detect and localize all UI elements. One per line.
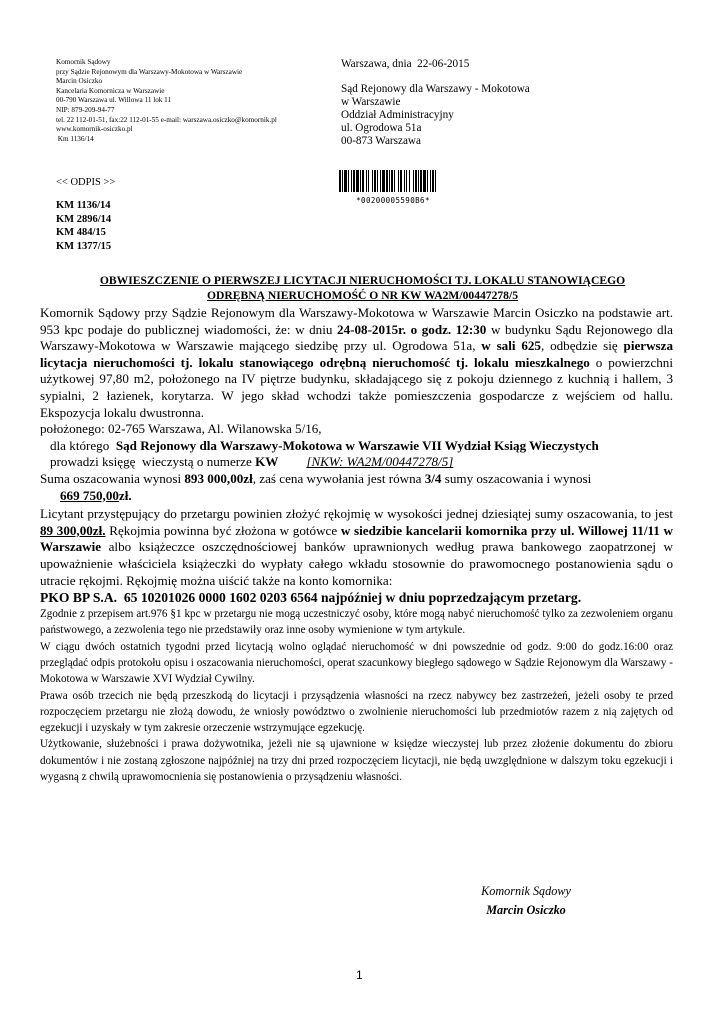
text-run: w budynku Sądu Rejonowego dla Warszawy-Mokotowa w Warszawie mającego siedzibę przy ul. Ogrodowa 51a, [40,321,673,354]
barcode-bar [415,170,417,192]
barcode-bar [420,170,422,192]
sender-line: Komornik Sądowy [56,58,111,66]
barcode-bar [423,170,426,192]
text-run: sumy oszacowania i wynosi [441,470,592,486]
signature-name: Marcin Osiczko [486,903,566,917]
text-run: , zaś cena wywołania jest równa [252,470,425,486]
sender-line: 00-790 Warszawa ul. Willowa 11 lok 11 [56,96,172,105]
barcode-bar [353,170,355,192]
barcode-bar [351,170,352,192]
deposit-amount: 89 300,00zł. [40,522,106,538]
auction-subject: pierwsza licytacja nieruchomości tj. lokalu stanowiącego odrębną nieruchomość tj. lokalu mieszkalnego [40,338,673,370]
barcode-bar [404,170,405,192]
barcode-bar [368,170,369,192]
sender-line: NIP: 879-209-94-77 [56,105,115,114]
currency: zł. [118,487,132,503]
barcode-bar [398,170,399,192]
legal-notes [40,606,673,785]
barcode-bar [406,170,407,192]
title-line: ODRĘBNĄ NIERUCHOMOŚĆ O NR KW WA2M/00447278/5 [206,289,518,302]
kw-line [40,454,673,471]
legal-note: W ciągu dwóch ostatnich tygodni przed licytacją wolno oglądać nieruchomość w dni powszednie od godz. 9:00 do godz.16:00 oraz przeglądać odpis protokołu opisu i oszacowania nieruchomości, operat szacunkowy biegłego sądowego w Sądzie Rejonowym dla Warszawy - Mokotowa w Warszawie XVI Wydział Cywilny. [40,640,673,686]
barcode-bar [342,170,343,192]
deposit-paragraph [40,506,673,589]
valuation-sum: 893 000,00zł [184,470,253,486]
barcode-bar [430,170,431,192]
odpis-label: << ODPIS >> [56,177,116,188]
barcode-bar [382,170,385,192]
text-run: Licytant przystępujący do przetargu powinien złożyć rękojmię w wysokości jednej dziesiątej sumy oszacowania, to jest [40,506,673,522]
legal-note: Prawa osób trzecich nie będą przeszkodą do licytacji i przysądzenia własności na rzecz nabywcy bez zastrzeżeń, jeżeli osoby te przed rozpoczęciem przetargu nie złożą dowodu, że wniosły powództwo o zwolnienie nieruchomości lub przedmiotów razem z nią zajętych od egzekucji i uzyskały w tym zakresie orzeczenie wstrzymujące egzekucję. [40,689,673,735]
text-run: Suma oszacowania wynosi [40,470,185,486]
sender-line: Km 1136/14 [56,134,94,143]
barcode-bar [366,170,367,192]
sender-line: tel. 22 112-01-51, fax:22 112-01-55 e-mail: warszawa.osiczko@komornik.pl [56,115,277,124]
notice-body [40,305,673,785]
recipient-line: ul. Ogrodowa 51a [341,122,422,134]
recipient-line: w Warszawie [341,96,401,108]
barcode-bar [413,170,414,192]
case-number: KM 484/15 [56,227,106,238]
recipient-line: Sąd Rejonowy dla Warszawy - Mokotowa [341,83,530,95]
valuation-line [40,471,673,488]
sender-line: www.komornik-osiczko.pl [56,125,133,134]
barcode-bar [391,170,393,192]
starting-price-line [40,488,673,505]
barcode [339,170,447,205]
barcode-bar [435,170,436,192]
barcode-bar [418,170,419,192]
sender-line: Kancelaria Komornicza w Warszawie [56,86,165,95]
bank-account-line: PKO BP S.A. 65 10201026 0000 1602 0203 6564 najpóźniej w dniu poprzedzającym przetarg. [40,590,582,606]
notice-title [40,273,685,303]
auction-room: w sali 625 [481,338,541,354]
kw-number: [NKW: WA2M/00447278/5] [306,454,454,470]
barcode-bar [372,170,373,192]
starting-price: 669 750,00 [60,487,119,503]
text-run: o powierzchni użytkowej 97,80 m2, położonego na IV piętrze budynku, składającego się z pokoju dziennego z kuchnią i hallem, 3 sypialni, 2 łazienek, korytarza. W jego skład wchodzi także pomieszczenia gospodarcze z wejściem od hallu. Ekspozycja lokalu dwustronna. [40,354,673,420]
signature-block [467,882,585,920]
recipient-line: Oddział Administracyjny [341,109,454,121]
court-name: Sąd Rejonowy dla Warszawy-Mokotowa w Warszawie VII Wydział Ksiąg Wieczystych [115,437,599,453]
page-number: 1 [356,968,363,982]
office-address: w siedzibie kancelarii komornika przy ul. Willowej 11/11 w Warszawie [40,522,673,555]
barcode-bar [400,170,402,192]
barcode-bar [374,170,376,192]
text-run: Komornik Sądowy przy Sądzie Rejonowym dla Warszawy-Mokotowa w Warszawie Marcin Osiczko na podstawie art. 953 kpc podaje do publicznej wiadomości, że: w dniu [40,305,673,337]
kw-label: KW [255,454,279,470]
text-run: dla którego [50,437,116,453]
barcode-bar [389,170,390,192]
legal-note: Zgodnie z przepisem art.976 §1 kpc w przetargu nie mogą uczestniczyć osoby, które mogą nabyć nieruchomość tylko za zezwoleniem organu państwowego, a zezwolenia tego nie przedstawiły oraz inne osoby wymienione w tym artykule. [40,608,673,637]
recipient-block [341,58,530,148]
sender-line: przy Sądzie Rejonowym dla Warszawy-Mokotowa w Warszawie [56,67,243,76]
barcode-text: *00200005590B6* [356,196,430,205]
case-numbers [56,199,111,253]
case-number: KM 1377/15 [56,240,112,252]
barcode-bar [348,170,349,192]
location-line: położonego: 02-765 Warszawa, Al. Wilanowska 5/16, [40,421,322,437]
barcode-bar [377,170,378,192]
text-run: albo książeczce oszczędnościowej banków uprawnionych według prawa bankowego zaopatrzonej w upoważnienie właściciela książeczki do wypłaty całego wkładu stosownie do prawomocnego postanowienia sądu o utracie rękojmi. Rękojmię można uiścić także na konto komornika: [40,539,673,588]
barcode-bar [427,170,428,192]
barcode-bar [432,170,434,192]
barcode-bar [360,170,361,192]
case-number: KM 1136/14 [56,200,111,211]
auction-datetime: 24-08-2015r. o godz. 12:30 [337,321,487,337]
sender-block [56,58,336,144]
document-date: Warszawa, dnia 22-06-2015 [341,58,470,70]
court-line [40,438,673,455]
barcode-bar [386,170,388,192]
barcode-bar [356,170,359,192]
sender-line: Marcin Osiczko [56,77,103,86]
text-run: , odbędzie się [540,338,624,354]
auction-paragraph [40,305,673,421]
case-number: KM 2896/14 [56,213,112,225]
barcode-bar [344,170,347,192]
barcode-bar [394,170,395,192]
barcode-bar [409,170,410,192]
legal-note: Użytkowanie, służebności i prawa dożywotnika, jeżeli nie są ujawnione w księdze wieczystej lub przez złożenie dokumentu do zbioru dokumentów i nie zostaną zgłoszone najpóźniej na trzy dni przed rozpoczęciem licytacji, nie będą uwzględnione w dalszym toku egzekucji i wygasną z chwilą uprawomocnienia się postanowienia o przysądzeniu własności. [40,738,673,784]
recipient-line: 00-873 Warszawa [341,135,421,147]
text-run: prowadzi księgę wieczystą o numerze [50,454,256,470]
signature-role: Komornik Sądowy [481,884,571,898]
barcode-bar [339,170,341,192]
barcode-bar [362,170,364,192]
valuation-fraction: 3/4 [424,470,442,486]
barcode-bars [339,170,447,192]
barcode-bar [380,170,381,192]
text-run: Rękojmia powinna być złożona w gotówce [105,522,341,538]
title-line: OBWIESZCZENIE O PIERWSZEJ LICYTACJI NIERUCHOMOŚCI TJ. LOKALU STANOWIĄCEGO [99,274,626,287]
